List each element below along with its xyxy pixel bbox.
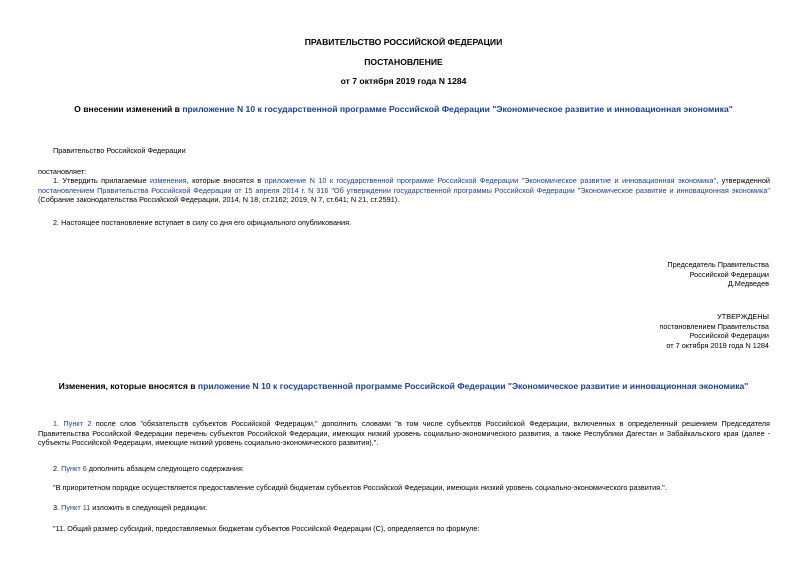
p1-text-c: , утвержденной: [716, 176, 770, 185]
approved-block: [469, 312, 769, 351]
change-3-num: 3.: [53, 503, 62, 512]
point-11-link[interactable]: Пункт 11: [61, 503, 91, 512]
approved-federation: Российской Федерации: [689, 331, 769, 341]
p1-text-d: (Собрание законодательства Российской Федерации, 2014, N 18, ст.2162; 2019, N 7, ст.641; N 21, ст.2591).: [38, 195, 400, 205]
approved-date: от 7 октября 2019 года N 1284: [666, 340, 769, 350]
change-item-2: [53, 464, 244, 474]
signature-title: Председатель Правительства: [667, 260, 769, 269]
resolution-316-link[interactable]: постановлением Правительства Российской Федерации от 15 апреля 2014 г. N 316 "Об утверждении государственной программы Российской Федерации "Экономическое развитие и инновационная экономика": [38, 185, 770, 195]
changes-link[interactable]: изменения: [149, 176, 187, 185]
change-item-1: [38, 419, 770, 448]
title-appendix-link[interactable]: приложение N 10 к государственной программе Российской Федерации "Экономическое развитие и инновационная экономика": [182, 104, 733, 114]
approved-heading: УТВЕРЖДЕНЫ: [717, 312, 769, 321]
document-type: ПОСТАНОВЛЕНИЕ: [364, 57, 443, 67]
changes-title-prefix: Изменения, которые вносятся в: [58, 381, 198, 391]
document-date-number: от 7 октября 2019 года N 1284: [340, 76, 467, 86]
resolves-line: постановляет:: [38, 167, 87, 176]
signature-block: [469, 260, 769, 289]
point-2-link[interactable]: 1. Пункт 2: [53, 419, 92, 428]
changes-title: [0, 381, 807, 392]
p1-text-b: , которые вносятся в: [186, 176, 265, 185]
change-item-3: [53, 503, 207, 513]
approved-by: постановлением Правительства: [659, 321, 769, 331]
title-prefix: О внесении изменений в: [74, 104, 183, 114]
p1-text-a: 1. Утвердить прилагаемые: [53, 176, 150, 185]
change-3-text: изложить в следующей редакции:: [90, 503, 208, 512]
government-line: Правительство Российской Федерации: [53, 146, 186, 155]
document-title: [0, 104, 807, 115]
signature-name: Д.Медведев: [727, 279, 769, 289]
change-2-quote: "В приоритетном порядке осуществляется предоставление субсидий бюджетам субъектов Российской Федерации, имеющих низкий уровень социально-экономического развития.".: [53, 483, 667, 492]
signature-federation: Российской Федерации: [689, 269, 769, 279]
change-3-quote: "11. Общий размер субсидий, предоставляемых бюджетам субъектов Российской Федерации (C), определяется по формуле:: [53, 524, 480, 533]
change-1-text: после слов "обязательств субъектов Российской Федерации," дополнить словами "в том числе субъектов Российской Федерации, включенных в определенный решением Председателя Правительства Российской Федерации перечень субъектов Российской Федерации, имеющих низкий уровень социально-экономического развития, а также Республики Дагестан и Забайкальского края (далее - субъекты Российской Федерации, имеющие низкий уровень социально-экономического развития),".: [38, 419, 770, 448]
paragraph-1: [38, 176, 770, 205]
government-heading: ПРАВИТЕЛЬСТВО РОССИЙСКОЙ ФЕДЕРАЦИИ: [304, 37, 503, 47]
change-2-num: 2.: [53, 464, 62, 473]
paragraph-2: 2. Настоящее постановление вступает в силу со дня его официального опубликования.: [53, 218, 352, 227]
appendix-link[interactable]: приложение N 10 к государственной программе Российской Федерации "Экономическое развитие и инновационная экономика": [264, 176, 717, 185]
point-6-link[interactable]: Пункт 6: [61, 464, 87, 473]
change-2-text: дополнить абзацем следующего содержания:: [86, 464, 244, 473]
changes-title-appendix-link[interactable]: приложение N 10 к государственной программе Российской Федерации "Экономическое развитие и инновационная экономика": [197, 381, 749, 391]
